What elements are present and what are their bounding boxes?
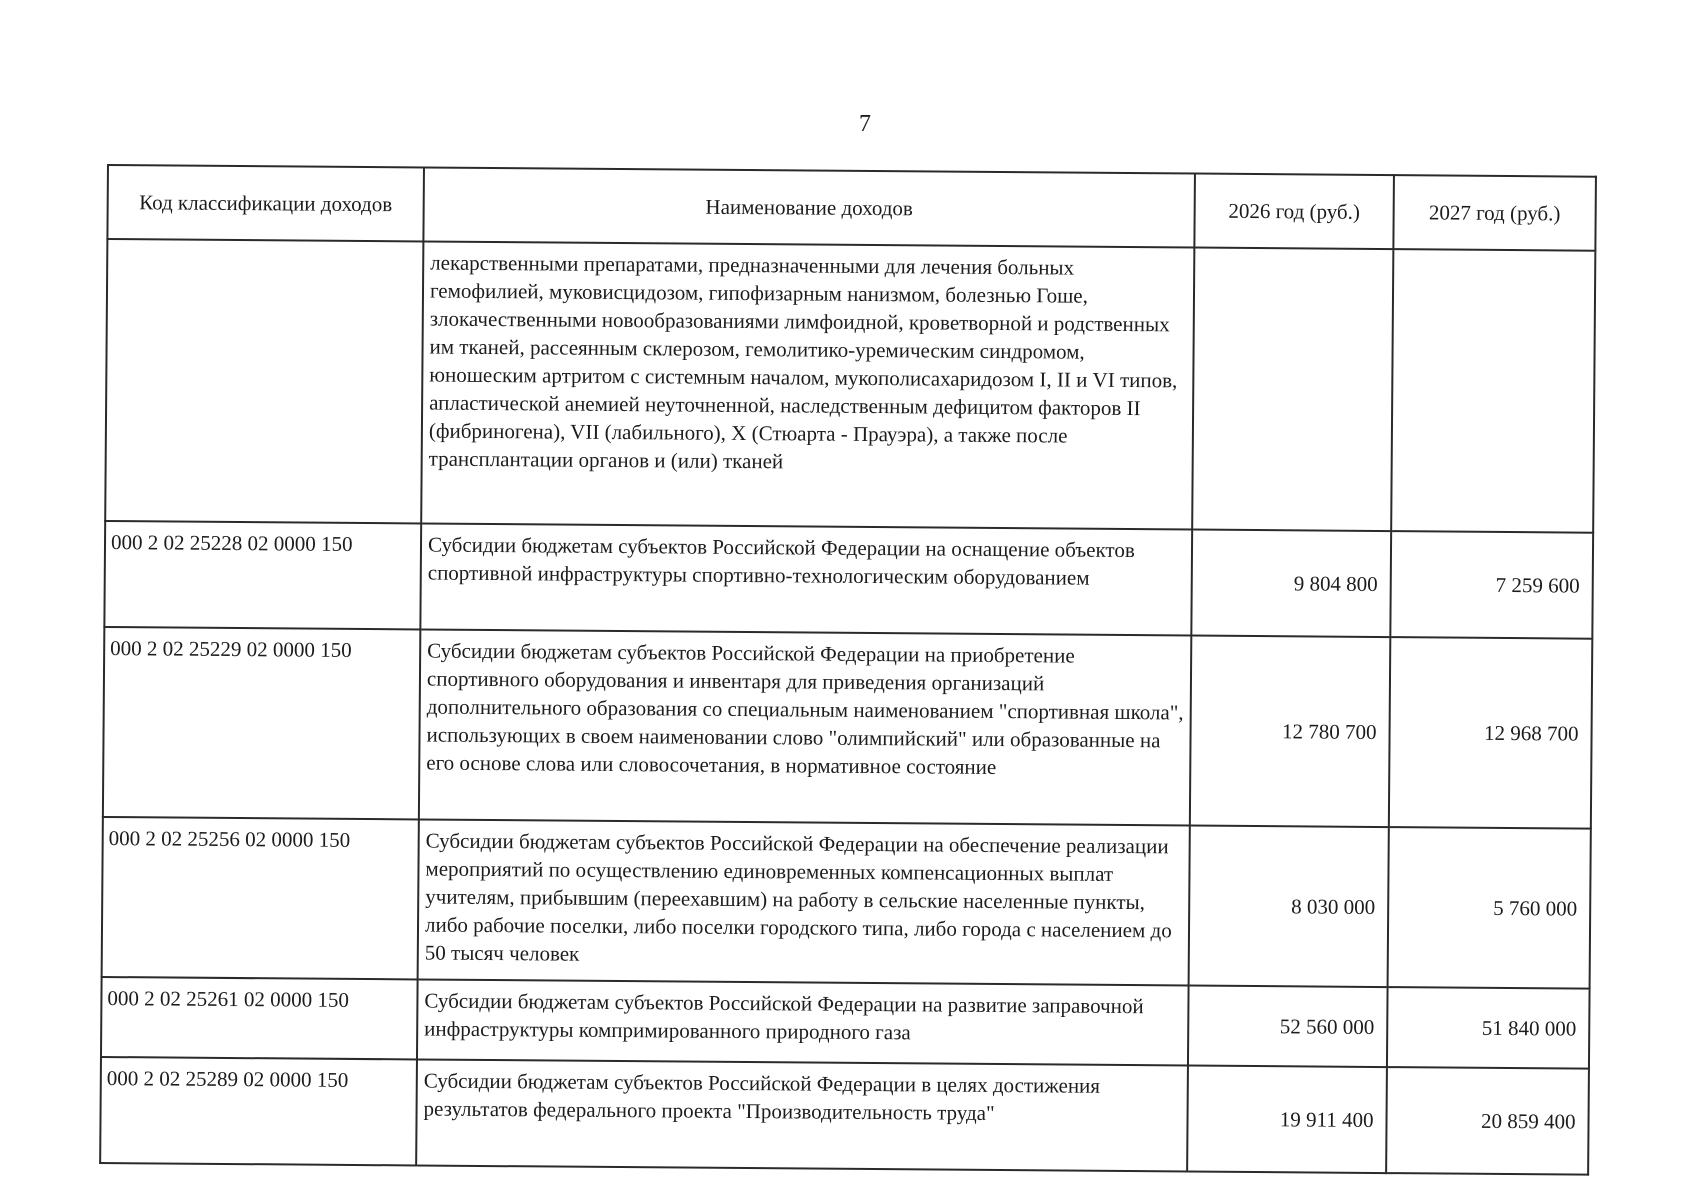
- cell-year2-empty: [1391, 249, 1595, 533]
- cell-code-empty: [105, 239, 423, 523]
- table-row: [103, 627, 1592, 829]
- cell-year1-empty: [1192, 248, 1393, 532]
- cell-name: Субсидии бюджетам субъектов Российской Федерации на приобретение спортивного оборудования и инвентаря для приведения организаций дополнительного образования со специальным наименованием "спортивная школа", использующих в своем наименовании слово "олимпийский" или образованные на его основе слова или словосочетания, в нормативное состояние: [419, 629, 1191, 825]
- table-row-continuation: [105, 239, 1595, 533]
- cell-year-2026: 52 560 000: [1188, 986, 1388, 1068]
- table-row: [100, 1057, 1589, 1175]
- cell-code: 000 2 02 25229 02 0000 150: [103, 627, 420, 819]
- revenue-table: [99, 164, 1597, 1176]
- table-row: [104, 521, 1593, 639]
- cell-year-2027: 7 259 600: [1390, 531, 1593, 639]
- table-row: [102, 817, 1591, 989]
- cell-code: 000 2 02 25261 02 0000 150: [101, 977, 418, 1059]
- cell-code: 000 2 02 25256 02 0000 150: [102, 817, 419, 979]
- header-year-2026: 2026 год (руб.): [1194, 174, 1394, 250]
- header-year-2027: 2027 год (руб.): [1393, 175, 1596, 251]
- cell-code: 000 2 02 25228 02 0000 150: [104, 521, 421, 629]
- cell-name-continuation: лекарственными препаратами, предназначенными для лечения больных гемофилией, муковисцидозом, гипофизарным нанизмом, болезнью Гоше, злокачественными новообразованиями лимфоидной, кроветворной и родственных им тканей, рассеянным склерозом, гемолитико-уремическим синдромом, юношеским артритом с системным началом, мукополисахаридозом I, II и VI типов, апластической анемией неуточненной, наследственным дефицитом факторов II (фибриногена), VII (лабильного), X (Стюарта - Прауэра), а также после трансплантации органов и (или) тканей: [421, 241, 1194, 529]
- cell-year-2026: 19 911 400: [1187, 1066, 1387, 1174]
- cell-year-2027: 5 760 000: [1388, 827, 1591, 989]
- cell-name: Субсидии бюджетам субъектов Российской Федерации в целях достижения результатов федерального проекта "Производительность труда": [416, 1059, 1188, 1171]
- table-header-row: [107, 165, 1596, 251]
- table-row: [101, 977, 1590, 1069]
- header-code: Код классификации доходов: [107, 165, 424, 241]
- cell-year-2027: 20 859 400: [1386, 1067, 1589, 1175]
- cell-year-2026: 8 030 000: [1189, 826, 1389, 988]
- cell-name: Субсидии бюджетам субъектов Российской Федерации на развитие заправочной инфраструктуры компримированного природного газа: [417, 979, 1189, 1065]
- cell-year-2026: 12 780 700: [1190, 636, 1390, 828]
- cell-year-2026: 9 804 800: [1191, 530, 1391, 638]
- cell-name: Субсидии бюджетам субъектов Российской Федерации на обеспечение реализации мероприятий по осуществлению единовременных компенсационных выплат учителям, прибывшим (переехавшим) на работу в сельские населенные пункты, либо рабочие поселки, либо поселки городского типа, либо города с населением до 50 тысяч человек: [418, 819, 1190, 985]
- cell-name: Субсидии бюджетам субъектов Российской Федерации на оснащение объектов спортивной инфраструктуры спортивно-технологическим оборудованием: [420, 523, 1192, 635]
- page-number: 7: [859, 111, 871, 137]
- cell-year-2027: 12 968 700: [1389, 637, 1592, 829]
- cell-year-2027: 51 840 000: [1387, 987, 1590, 1069]
- header-name: Наименование доходов: [423, 167, 1195, 247]
- cell-code: 000 2 02 25289 02 0000 150: [100, 1057, 417, 1165]
